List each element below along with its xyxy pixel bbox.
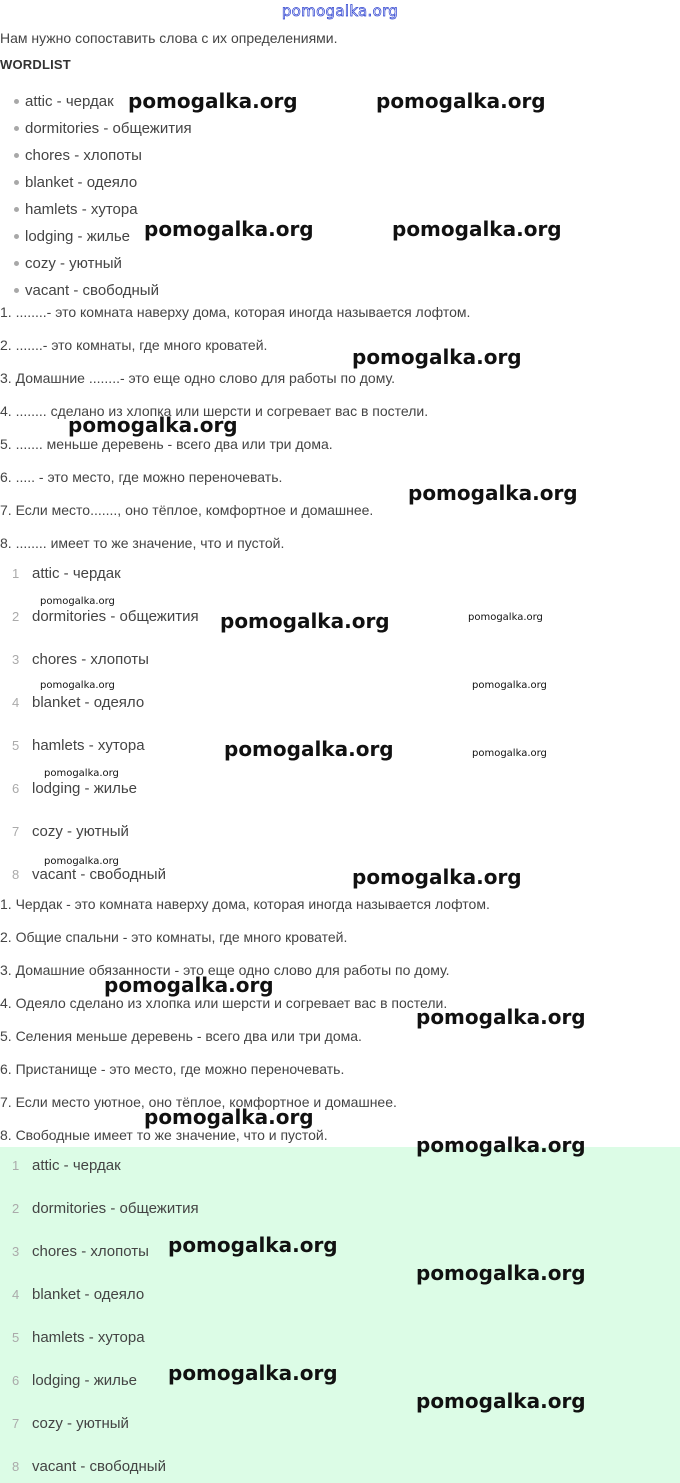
- intro-text: Нам нужно сопоставить слова с их определениями.: [0, 30, 338, 46]
- question-item: 4. ........ сделано из хлопка или шерсти и согревает вас в постели.: [0, 403, 429, 419]
- answer-item: 2. Общие спальни - это комнаты, где много кроватей.: [0, 929, 348, 945]
- site-title: pomogalka.org: [281, 2, 399, 20]
- answer-item: 4. Одеяло сделано из хлопка или шерсти и согревает вас в постели.: [0, 995, 448, 1011]
- watermark: pomogalka.org: [168, 1361, 338, 1385]
- watermark: pomogalka.org: [416, 1261, 586, 1285]
- list-item: 2 dormitories - общежития: [12, 608, 199, 625]
- list-item: 6 lodging - жилье: [12, 780, 138, 797]
- question-item: 2. .......- это комнаты, где много кроватей.: [0, 337, 268, 353]
- bullet-icon: [14, 207, 19, 212]
- watermark: pomogalka.org: [68, 413, 238, 437]
- answer-item: 8. Свободные имеет то же значение, что и пустой.: [0, 1127, 328, 1143]
- list-item: 8 vacant - свободный: [12, 866, 166, 883]
- list-item: 5 hamlets - хутора: [12, 1329, 145, 1346]
- wordlist-heading: WORDLIST: [0, 57, 71, 72]
- question-item: 6. ..... - это место, где можно переночевать.: [0, 469, 283, 485]
- list-item: vacant - свободный: [14, 282, 159, 299]
- bullet-icon: [14, 99, 19, 104]
- bullet-icon: [14, 180, 19, 185]
- watermark: pomogalka.org: [408, 481, 578, 505]
- list-item: lodging - жилье: [14, 228, 130, 245]
- list-item: 1 attic - чердак: [12, 565, 121, 582]
- list-item: hamlets - хутора: [14, 201, 138, 218]
- watermark: pomogalka.org: [352, 865, 522, 889]
- list-item: 7 cozy - уютный: [12, 1415, 129, 1432]
- list-item: 4 blanket - одеяло: [12, 1286, 145, 1303]
- list-item: blanket - одеяло: [14, 174, 137, 191]
- answer-item: 3. Домашние обязанности - это еще одно слово для работы по дому.: [0, 962, 450, 978]
- watermark: pomogalka.org: [416, 1389, 586, 1413]
- watermark: pomogalka.org: [104, 973, 274, 997]
- list-item: 8 vacant - свободный: [12, 1458, 166, 1475]
- question-item: 1. ........- это комната наверху дома, которая иногда называется лофтом.: [0, 304, 471, 320]
- list-item: 5 hamlets - хутора: [12, 737, 145, 754]
- watermark-small: pomogalka.org: [40, 596, 115, 607]
- watermark: pomogalka.org: [144, 1105, 314, 1129]
- watermark-small: pomogalka.org: [468, 612, 543, 623]
- bullet-icon: [14, 234, 19, 239]
- answer-item: 5. Селения меньше деревень - всего два или три дома.: [0, 1028, 362, 1044]
- answer-item: 1. Чердак - это комната наверху дома, которая иногда называется лофтом.: [0, 896, 490, 912]
- watermark: pomogalka.org: [376, 89, 546, 113]
- watermark-small: pomogalka.org: [472, 748, 547, 759]
- watermark: pomogalka.org: [416, 1133, 586, 1157]
- watermark-small: pomogalka.org: [44, 856, 119, 867]
- watermark: pomogalka.org: [224, 737, 394, 761]
- list-item: 1 attic - чердак: [12, 1157, 121, 1174]
- watermark: pomogalka.org: [128, 89, 298, 113]
- watermark: pomogalka.org: [352, 345, 522, 369]
- watermark-small: pomogalka.org: [472, 680, 547, 691]
- bullet-icon: [14, 288, 19, 293]
- question-item: 3. Домашние ........- это еще одно слово для работы по дому.: [0, 370, 395, 386]
- watermark-small: pomogalka.org: [40, 680, 115, 691]
- answer-item: 7. Если место уютное, оно тёплое, комфортное и домашнее.: [0, 1094, 397, 1110]
- watermark: pomogalka.org: [392, 217, 562, 241]
- bullet-icon: [14, 261, 19, 266]
- list-item: 7 cozy - уютный: [12, 823, 129, 840]
- list-item: attic - чердак: [14, 93, 114, 110]
- watermark-small: pomogalka.org: [44, 768, 119, 779]
- list-item: 2 dormitories - общежития: [12, 1200, 199, 1217]
- list-item: 4 blanket - одеяло: [12, 694, 145, 711]
- watermark: pomogalka.org: [416, 1005, 586, 1029]
- question-item: 7. Если место......., оно тёплое, комфортное и домашнее.: [0, 502, 374, 518]
- bullet-icon: [14, 126, 19, 131]
- list-item: cozy - уютный: [14, 255, 122, 272]
- list-item: 3 chores - хлопоты: [12, 1243, 149, 1260]
- question-item: 5. ....... меньше деревень - всего два или три дома.: [0, 436, 333, 452]
- bullet-icon: [14, 153, 19, 158]
- watermark: pomogalka.org: [144, 217, 314, 241]
- list-item: 3 chores - хлопоты: [12, 651, 149, 668]
- answer-highlight-panel: [0, 1147, 680, 1483]
- answer-item: 6. Пристанище - это место, где можно переночевать.: [0, 1061, 345, 1077]
- list-item: dormitories - общежития: [14, 120, 192, 137]
- list-item: chores - хлопоты: [14, 147, 142, 164]
- question-item: 8. ........ имеет то же значение, что и пустой.: [0, 535, 285, 551]
- list-item: 6 lodging - жилье: [12, 1372, 138, 1389]
- watermark: pomogalka.org: [168, 1233, 338, 1257]
- watermark: pomogalka.org: [220, 609, 390, 633]
